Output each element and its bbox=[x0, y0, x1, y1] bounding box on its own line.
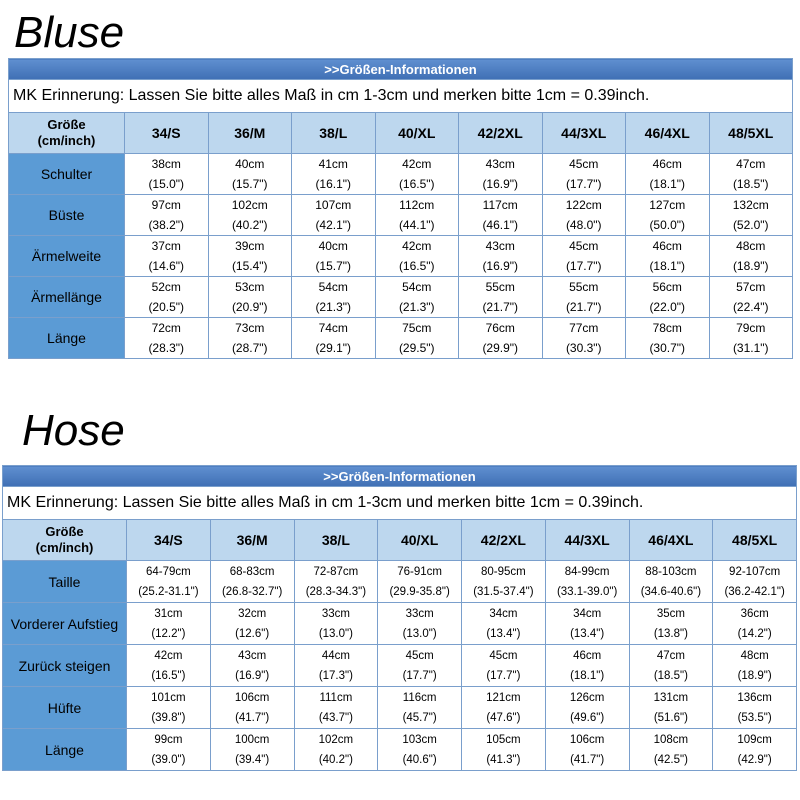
measurement-cell bbox=[375, 236, 459, 277]
measurement-label: Zurück steigen bbox=[3, 645, 127, 687]
value-inch: (15.0") bbox=[148, 177, 185, 191]
measurement-cell bbox=[378, 561, 462, 603]
size-column-header: 44/3XL bbox=[542, 113, 626, 154]
value-inch: (13.0") bbox=[318, 627, 353, 640]
value-cm: 42cm bbox=[154, 649, 183, 662]
value-inch: (52.0") bbox=[732, 218, 769, 232]
value-inch: (39.8") bbox=[151, 711, 186, 724]
note-row bbox=[9, 80, 793, 113]
table-row bbox=[3, 645, 797, 687]
value-inch: (22.0") bbox=[649, 300, 686, 314]
size-column-header: 38/L bbox=[294, 520, 378, 561]
measurement-cell bbox=[542, 195, 626, 236]
value-cm: 35cm bbox=[656, 607, 685, 620]
value-cm: 105cm bbox=[486, 733, 521, 746]
value-inch: (17.7") bbox=[565, 259, 602, 273]
value-cm: 78cm bbox=[652, 321, 682, 335]
value-inch: (16.9") bbox=[482, 259, 519, 273]
hose-title: Hose bbox=[22, 406, 125, 455]
value-inch: (16.9") bbox=[482, 177, 519, 191]
value-cm: 34cm bbox=[573, 607, 602, 620]
measurement-note: MK Erinnerung: Lassen Sie bitte alles Maß in cm 1-3cm und merken bitte 1cm = 0.39inch. bbox=[3, 487, 797, 520]
value-inch: (30.3") bbox=[565, 341, 602, 355]
measurement-cell bbox=[125, 154, 209, 195]
measurement-cell bbox=[459, 318, 543, 359]
measurement-cell bbox=[629, 687, 713, 729]
measurement-cell bbox=[294, 729, 378, 771]
value-inch: (13.4") bbox=[570, 627, 605, 640]
size-column-header: 42/2XL bbox=[462, 520, 546, 561]
measurement-cell bbox=[545, 645, 629, 687]
value-inch: (20.9") bbox=[231, 300, 268, 314]
measurement-cell bbox=[626, 236, 710, 277]
value-cm: 42cm bbox=[402, 157, 432, 171]
value-cm: 107cm bbox=[315, 198, 352, 212]
measurement-cell bbox=[127, 603, 211, 645]
value-cm: 64-79cm bbox=[146, 565, 191, 578]
measurement-cell bbox=[626, 277, 710, 318]
value-cm: 31cm bbox=[154, 607, 183, 620]
value-cm: 54cm bbox=[318, 280, 348, 294]
value-cm: 46cm bbox=[652, 239, 682, 253]
value-cm: 92-107cm bbox=[729, 565, 781, 578]
value-inch: (34.6-40.6") bbox=[640, 585, 702, 598]
value-cm: 74cm bbox=[318, 321, 348, 335]
value-cm: 43cm bbox=[485, 157, 515, 171]
measurement-cell bbox=[375, 154, 459, 195]
measurement-cell bbox=[459, 195, 543, 236]
value-inch: (13.8") bbox=[653, 627, 688, 640]
measurement-cell bbox=[459, 154, 543, 195]
value-cm: 57cm bbox=[736, 280, 766, 294]
value-inch: (41.7") bbox=[570, 753, 605, 766]
value-inch: (18.9") bbox=[732, 259, 769, 273]
value-cm: 40cm bbox=[235, 157, 265, 171]
value-inch: (50.0") bbox=[649, 218, 686, 232]
value-inch: (44.1") bbox=[398, 218, 435, 232]
measurement-cell bbox=[378, 687, 462, 729]
value-cm: 45cm bbox=[569, 157, 599, 171]
measurement-cell bbox=[378, 603, 462, 645]
size-column-header: 48/5XL bbox=[709, 113, 793, 154]
table-row bbox=[9, 154, 793, 195]
value-cm: 72cm bbox=[151, 321, 181, 335]
size-column-header: 34/S bbox=[125, 113, 209, 154]
table-row bbox=[9, 236, 793, 277]
value-inch: (42.5") bbox=[653, 753, 688, 766]
value-inch: (18.9") bbox=[737, 669, 772, 682]
size-column-header: 42/2XL bbox=[459, 113, 543, 154]
measurement-cell bbox=[713, 645, 797, 687]
value-cm: 116cm bbox=[402, 691, 437, 704]
value-inch: (42.1") bbox=[315, 218, 352, 232]
value-cm: 75cm bbox=[402, 321, 432, 335]
value-cm: 33cm bbox=[405, 607, 434, 620]
measurement-cell bbox=[208, 236, 292, 277]
measurement-cell bbox=[709, 318, 793, 359]
measurement-label: Ärmelweite bbox=[9, 236, 125, 277]
value-inch: (18.1") bbox=[649, 177, 686, 191]
size-unit-label: Größe bbox=[45, 524, 84, 539]
value-inch: (21.3") bbox=[398, 300, 435, 314]
value-inch: (15.7") bbox=[315, 259, 352, 273]
measurement-label: Schulter bbox=[9, 154, 125, 195]
value-cm: 34cm bbox=[489, 607, 518, 620]
measurement-cell bbox=[462, 729, 546, 771]
measurement-cell bbox=[208, 318, 292, 359]
measurement-cell bbox=[626, 318, 710, 359]
size-unit-header bbox=[3, 520, 127, 561]
measurement-cell bbox=[294, 561, 378, 603]
value-cm: 109cm bbox=[737, 733, 772, 746]
size-header-row bbox=[3, 520, 797, 561]
value-inch: (36.2-42.1") bbox=[724, 585, 785, 598]
value-cm: 43cm bbox=[485, 239, 515, 253]
value-inch: (14.2") bbox=[737, 627, 772, 640]
measurement-cell bbox=[294, 645, 378, 687]
value-inch: (26.8-32.7") bbox=[221, 585, 283, 598]
measurement-label: Vorderer Aufstieg bbox=[3, 603, 127, 645]
size-column-header: 40/XL bbox=[378, 520, 462, 561]
measurement-cell bbox=[542, 236, 626, 277]
measurement-cell bbox=[626, 154, 710, 195]
measurement-cell bbox=[462, 645, 546, 687]
value-inch: (40.2") bbox=[318, 753, 353, 766]
value-inch: (18.5") bbox=[732, 177, 769, 191]
measurement-cell bbox=[125, 236, 209, 277]
value-cm: 48cm bbox=[736, 239, 766, 253]
measurement-cell bbox=[125, 318, 209, 359]
value-inch: (18.5") bbox=[653, 669, 688, 682]
value-cm: 33cm bbox=[321, 607, 350, 620]
value-cm: 121cm bbox=[486, 691, 521, 704]
measurement-cell bbox=[292, 195, 376, 236]
measurement-cell bbox=[210, 687, 294, 729]
measurement-cell bbox=[210, 645, 294, 687]
measurement-cell bbox=[713, 687, 797, 729]
value-cm: 47cm bbox=[656, 649, 685, 662]
value-cm: 46cm bbox=[573, 649, 602, 662]
measurement-cell bbox=[127, 561, 211, 603]
measurement-cell bbox=[626, 195, 710, 236]
measurement-cell bbox=[713, 729, 797, 771]
measurement-cell bbox=[378, 729, 462, 771]
measurement-cell bbox=[127, 645, 211, 687]
value-cm: 136cm bbox=[737, 691, 772, 704]
value-inch: (21.7") bbox=[565, 300, 602, 314]
measurement-cell bbox=[375, 318, 459, 359]
measurement-cell bbox=[127, 687, 211, 729]
value-inch: (12.2") bbox=[151, 627, 186, 640]
measurement-cell bbox=[542, 318, 626, 359]
size-column-header: 46/4XL bbox=[626, 113, 710, 154]
measurement-cell bbox=[545, 603, 629, 645]
value-inch: (31.1") bbox=[732, 341, 769, 355]
measurement-cell bbox=[542, 277, 626, 318]
value-inch: (43.7") bbox=[318, 711, 353, 724]
value-inch: (41.3") bbox=[486, 753, 521, 766]
value-inch: (17.3") bbox=[318, 669, 353, 682]
value-inch: (30.7") bbox=[649, 341, 686, 355]
measurement-cell bbox=[292, 236, 376, 277]
value-cm: 55cm bbox=[485, 280, 515, 294]
value-inch: (17.7") bbox=[565, 177, 602, 191]
value-inch: (17.7") bbox=[402, 669, 437, 682]
measurement-cell bbox=[709, 154, 793, 195]
value-inch: (33.1-39.0") bbox=[556, 585, 618, 598]
size-unit-header bbox=[9, 113, 125, 154]
value-cm: 72-87cm bbox=[313, 565, 359, 578]
measurement-cell bbox=[462, 603, 546, 645]
table-row bbox=[9, 277, 793, 318]
measurement-cell bbox=[208, 277, 292, 318]
value-inch: (16.9") bbox=[235, 669, 270, 682]
measurement-note: MK Erinnerung: Lassen Sie bitte alles Maß in cm 1-3cm und merken bitte 1cm = 0.39inch. bbox=[9, 80, 793, 113]
value-cm: 99cm bbox=[154, 733, 183, 746]
size-column-header: 48/5XL bbox=[713, 520, 797, 561]
value-inch: (46.1") bbox=[482, 218, 519, 232]
measurement-cell bbox=[629, 603, 713, 645]
value-inch: (16.1") bbox=[315, 177, 352, 191]
value-cm: 132cm bbox=[732, 198, 769, 212]
value-inch: (28.7") bbox=[231, 341, 268, 355]
value-cm: 45cm bbox=[569, 239, 599, 253]
measurement-cell bbox=[545, 687, 629, 729]
value-cm: 108cm bbox=[653, 733, 689, 746]
value-cm: 97cm bbox=[151, 198, 181, 212]
value-cm: 39cm bbox=[235, 239, 265, 253]
value-cm: 41cm bbox=[318, 157, 348, 171]
value-inch: (49.6") bbox=[570, 711, 605, 724]
measurement-cell bbox=[210, 603, 294, 645]
value-inch: (29.9") bbox=[482, 341, 519, 355]
value-cm: 117cm bbox=[482, 198, 518, 212]
measurement-label: Taille bbox=[3, 561, 127, 603]
measurement-cell bbox=[629, 729, 713, 771]
value-inch: (38.2") bbox=[148, 218, 185, 232]
size-column-header: 38/L bbox=[292, 113, 376, 154]
measurement-label: Länge bbox=[9, 318, 125, 359]
value-cm: 77cm bbox=[569, 321, 599, 335]
table-row bbox=[3, 603, 797, 645]
size-column-header: 34/S bbox=[127, 520, 211, 561]
table-row bbox=[3, 729, 797, 771]
value-inch: (29.1") bbox=[315, 341, 352, 355]
measurement-cell bbox=[208, 154, 292, 195]
banner-row bbox=[3, 466, 797, 487]
measurement-cell bbox=[292, 277, 376, 318]
value-inch: (28.3-34.3") bbox=[305, 585, 367, 598]
value-inch: (40.2") bbox=[231, 218, 268, 232]
value-inch: (48.0") bbox=[565, 218, 602, 232]
value-cm: 100cm bbox=[234, 733, 270, 746]
measurement-label: Büste bbox=[9, 195, 125, 236]
value-cm: 32cm bbox=[238, 607, 267, 620]
value-inch: (12.6") bbox=[235, 627, 270, 640]
measurement-cell bbox=[125, 277, 209, 318]
value-cm: 102cm bbox=[318, 733, 354, 746]
value-cm: 47cm bbox=[736, 157, 766, 171]
value-cm: 127cm bbox=[649, 198, 686, 212]
value-cm: 84-99cm bbox=[564, 565, 610, 578]
value-inch: (13.0") bbox=[402, 627, 437, 640]
value-cm: 126cm bbox=[569, 691, 605, 704]
size-column-header: 44/3XL bbox=[545, 520, 629, 561]
measurement-cell bbox=[375, 277, 459, 318]
measurement-cell bbox=[545, 561, 629, 603]
value-cm: 106cm bbox=[569, 733, 605, 746]
measurement-cell bbox=[459, 277, 543, 318]
hose-size-table bbox=[2, 465, 797, 771]
measurement-label: Ärmellänge bbox=[9, 277, 125, 318]
measurement-cell bbox=[462, 687, 546, 729]
value-inch: (18.1") bbox=[649, 259, 686, 273]
measurement-cell bbox=[462, 561, 546, 603]
table-row bbox=[3, 687, 797, 729]
value-inch: (15.4") bbox=[231, 259, 268, 273]
size-column-header: 46/4XL bbox=[629, 520, 713, 561]
measurement-cell bbox=[208, 195, 292, 236]
value-cm: 106cm bbox=[234, 691, 270, 704]
value-inch: (42.9") bbox=[737, 753, 772, 766]
value-inch: (20.5") bbox=[148, 300, 185, 314]
value-inch: (39.0") bbox=[151, 753, 186, 766]
value-inch: (41.7") bbox=[235, 711, 270, 724]
value-cm: 45cm bbox=[489, 649, 518, 662]
table-row bbox=[3, 561, 797, 603]
bluse-size-table bbox=[8, 58, 793, 359]
bluse-title: Bluse bbox=[14, 8, 125, 57]
value-inch: (21.7") bbox=[482, 300, 519, 314]
measurement-cell bbox=[292, 154, 376, 195]
measurement-cell bbox=[294, 687, 378, 729]
size-column-header: 36/M bbox=[208, 113, 292, 154]
value-inch: (16.5") bbox=[398, 177, 435, 191]
value-cm: 40cm bbox=[318, 239, 348, 253]
value-cm: 55cm bbox=[569, 280, 599, 294]
value-cm: 53cm bbox=[235, 280, 265, 294]
measurement-cell bbox=[713, 561, 797, 603]
value-cm: 131cm bbox=[653, 691, 689, 704]
value-cm: 76-91cm bbox=[397, 565, 442, 578]
value-cm: 56cm bbox=[652, 280, 682, 294]
value-cm: 102cm bbox=[231, 198, 268, 212]
value-inch: (15.7") bbox=[231, 177, 268, 191]
size-header-row bbox=[9, 113, 793, 154]
measurement-cell bbox=[709, 195, 793, 236]
value-cm: 88-103cm bbox=[645, 565, 697, 578]
value-cm: 52cm bbox=[151, 280, 181, 294]
value-inch: (51.6") bbox=[653, 711, 688, 724]
measurement-cell bbox=[125, 195, 209, 236]
table-row bbox=[9, 195, 793, 236]
value-inch: (47.6") bbox=[486, 711, 521, 724]
measurement-cell bbox=[542, 154, 626, 195]
value-inch: (18.1") bbox=[570, 669, 605, 682]
value-inch: (14.6") bbox=[148, 259, 185, 273]
measurement-cell bbox=[375, 195, 459, 236]
measurement-cell bbox=[294, 603, 378, 645]
value-inch: (45.7") bbox=[402, 711, 437, 724]
value-inch: (13.4") bbox=[486, 627, 521, 640]
measurement-cell bbox=[210, 729, 294, 771]
value-inch: (40.6") bbox=[402, 753, 437, 766]
measurement-cell bbox=[127, 729, 211, 771]
value-inch: (31.5-37.4") bbox=[473, 585, 534, 598]
value-inch: (22.4") bbox=[732, 300, 769, 314]
size-column-header: 36/M bbox=[210, 520, 294, 561]
value-cm: 79cm bbox=[736, 321, 766, 335]
value-cm: 76cm bbox=[485, 321, 515, 335]
measurement-cell bbox=[545, 729, 629, 771]
value-inch: (29.5") bbox=[398, 341, 435, 355]
value-inch: (21.3") bbox=[315, 300, 352, 314]
value-inch: (25.2-31.1") bbox=[138, 585, 199, 598]
measurement-cell bbox=[378, 645, 462, 687]
value-inch: (17.7") bbox=[486, 669, 521, 682]
value-inch: (16.5") bbox=[398, 259, 435, 273]
size-unit-label: (cm/inch) bbox=[35, 540, 94, 555]
size-info-banner: >>Größen-Informationen bbox=[3, 466, 797, 487]
value-cm: 54cm bbox=[402, 280, 432, 294]
value-cm: 42cm bbox=[402, 239, 432, 253]
size-info-banner: >>Größen-Informationen bbox=[9, 59, 793, 80]
value-cm: 103cm bbox=[402, 733, 437, 746]
value-cm: 80-95cm bbox=[481, 565, 526, 578]
value-cm: 48cm bbox=[740, 649, 769, 662]
measurement-label: Hüfte bbox=[3, 687, 127, 729]
value-cm: 45cm bbox=[405, 649, 434, 662]
banner-row bbox=[9, 59, 793, 80]
value-cm: 46cm bbox=[652, 157, 682, 171]
value-cm: 38cm bbox=[151, 157, 181, 171]
table-row bbox=[9, 318, 793, 359]
measurement-cell bbox=[210, 561, 294, 603]
value-cm: 37cm bbox=[151, 239, 181, 253]
measurement-cell bbox=[709, 277, 793, 318]
value-inch: (29.9-35.8") bbox=[389, 585, 450, 598]
value-cm: 112cm bbox=[399, 198, 435, 212]
size-column-header: 40/XL bbox=[375, 113, 459, 154]
value-cm: 101cm bbox=[151, 691, 186, 704]
value-inch: (53.5") bbox=[737, 711, 772, 724]
measurement-cell bbox=[629, 561, 713, 603]
measurement-cell bbox=[709, 236, 793, 277]
value-inch: (28.3") bbox=[148, 341, 185, 355]
measurement-cell bbox=[713, 603, 797, 645]
value-cm: 36cm bbox=[740, 607, 769, 620]
value-cm: 122cm bbox=[565, 198, 602, 212]
value-cm: 111cm bbox=[319, 691, 353, 704]
measurement-cell bbox=[629, 645, 713, 687]
value-cm: 73cm bbox=[235, 321, 265, 335]
size-unit-label: Größe bbox=[47, 117, 86, 132]
value-inch: (39.4") bbox=[235, 753, 270, 766]
value-cm: 68-83cm bbox=[229, 565, 275, 578]
value-cm: 43cm bbox=[238, 649, 267, 662]
value-cm: 44cm bbox=[321, 649, 350, 662]
note-row bbox=[3, 487, 797, 520]
measurement-cell bbox=[292, 318, 376, 359]
size-unit-label: (cm/inch) bbox=[37, 133, 96, 148]
measurement-cell bbox=[459, 236, 543, 277]
value-inch: (16.5") bbox=[151, 669, 186, 682]
measurement-label: Länge bbox=[3, 729, 127, 771]
